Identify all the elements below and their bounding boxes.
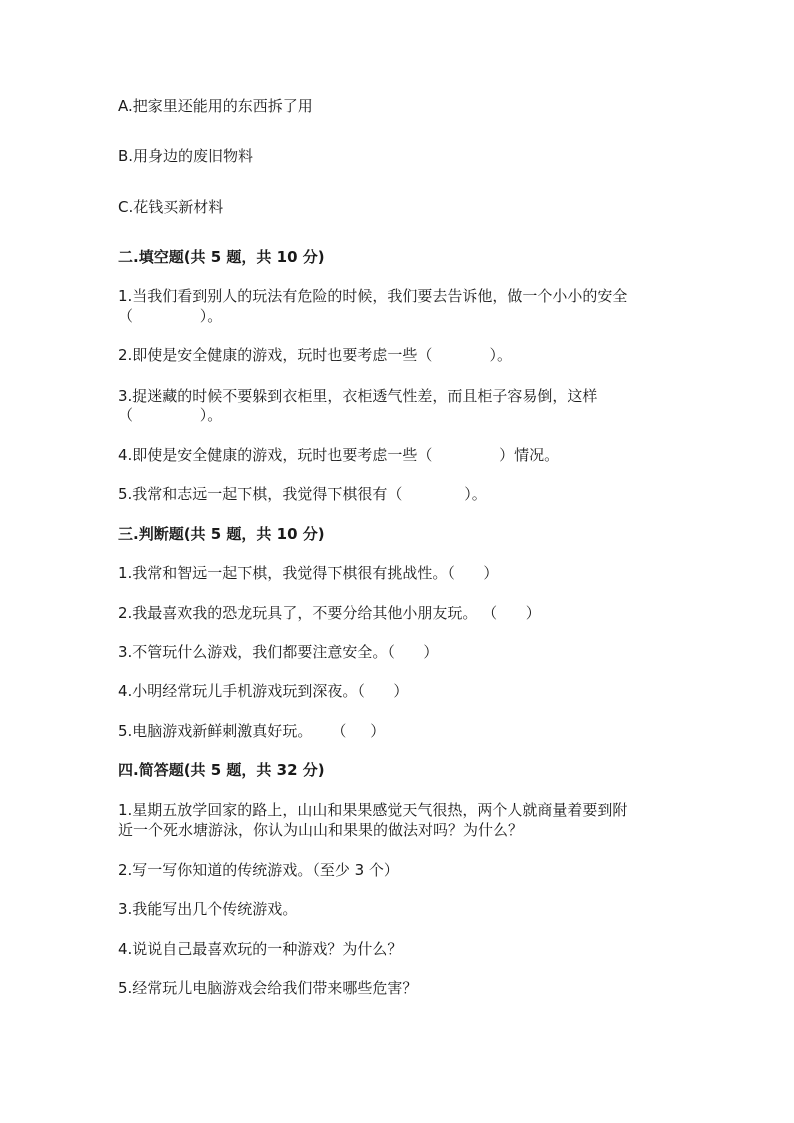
judge-q2: 2.我最喜欢我的恐龙玩具了，不要分给其他小朋友玩。 （ ） xyxy=(118,604,541,622)
fill-q1-line1: 1.当我们看到别人的玩法有危险的时候，我们要去告诉他，做一个小小的安全 xyxy=(118,287,628,305)
fill-q3-line2: （ ）。 xyxy=(118,406,223,424)
judge-q3: 3.不管玩什么游戏，我们都要注意安全。（ ） xyxy=(118,643,439,661)
answer-q2: 2.写一写你知道的传统游戏。（至少 3 个） xyxy=(118,861,399,879)
option-c: C.花钱买新材料 xyxy=(118,198,224,216)
option-b: B.用身边的废旧物料 xyxy=(118,147,254,165)
section-2-heading: 二.填空题(共 5 题，共 10 分) xyxy=(118,248,325,266)
fill-q2: 2.即使是安全健康的游戏，玩时也要考虑一些（ ）。 xyxy=(118,346,513,364)
judge-q5: 5.电脑游戏新鲜刺激真好玩。 （ ） xyxy=(118,722,386,740)
answer-q1-line1: 1.星期五放学回家的路上，山山和果果感觉天气很热，两个人就商量着要到附 xyxy=(118,801,628,819)
fill-q1-line2: （ ）。 xyxy=(118,307,223,325)
answer-q4: 4.说说自己最喜欢玩的一种游戏？为什么？ xyxy=(118,940,403,958)
section-3-heading: 三.判断题(共 5 题，共 10 分) xyxy=(118,525,325,543)
option-a: A.把家里还能用的东西拆了用 xyxy=(118,97,313,115)
answer-q1-line2: 近一个死水塘游泳，你认为山山和果果的做法对吗？为什么？ xyxy=(118,821,524,839)
answer-q3: 3.我能写出几个传统游戏。 xyxy=(118,900,298,918)
answer-q5: 5.经常玩儿电脑游戏会给我们带来哪些危害？ xyxy=(118,979,418,997)
judge-q4: 4.小明经常玩儿手机游戏玩到深夜。（ ） xyxy=(118,682,409,700)
section-4-heading: 四.简答题(共 5 题，共 32 分) xyxy=(118,761,325,779)
fill-q5: 5.我常和志远一起下棋，我觉得下棋很有（ ）。 xyxy=(118,485,487,503)
fill-q4: 4.即使是安全健康的游戏，玩时也要考虑一些（ ）情况。 xyxy=(118,446,560,464)
judge-q1: 1.我常和智远一起下棋，我觉得下棋很有挑战性。（ ） xyxy=(118,564,499,582)
fill-q3-line1: 3.捉迷藏的时候不要躲到衣柜里，衣柜透气性差，而且柜子容易倒，这样 xyxy=(118,387,598,405)
